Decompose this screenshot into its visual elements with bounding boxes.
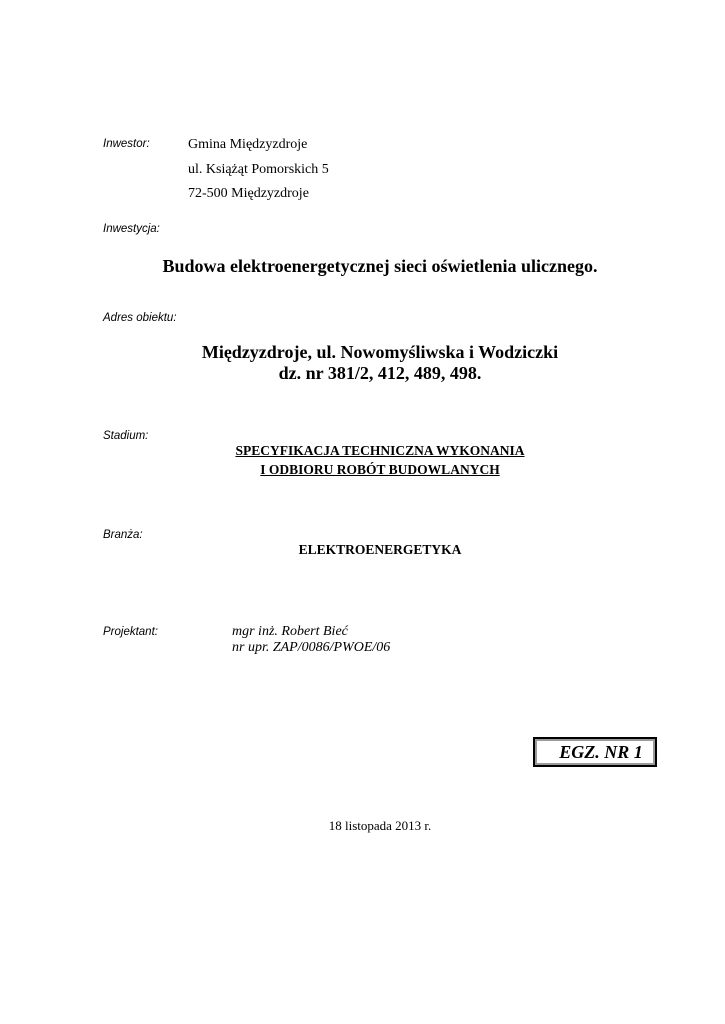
- investor-label: Inwestor:: [103, 138, 150, 150]
- branch-value: ELEKTROENERGETYKA: [298, 542, 462, 557]
- address-label: Adres obiektu:: [103, 312, 177, 324]
- stage-title-line-1-text: SPECYFIKACJA TECHNICZNA WYKONANIA: [235, 443, 525, 458]
- document-date: 18 listopada 2013 r.: [328, 818, 432, 833]
- address-parcels: dz. nr 381/2, 412, 489, 498.: [278, 363, 482, 383]
- copy-number-box: [533, 737, 657, 767]
- designer-name: mgr inż. Robert Bieć: [232, 624, 348, 639]
- investment-label: Inwestycja:: [103, 223, 160, 235]
- stage-title-line-1: [0, 443, 725, 459]
- investor-street: ul. Książąt Pomorskich 5: [188, 162, 329, 177]
- investment-title: Budowa elektroenergetycznej sieci oświetlenia ulicznego.: [162, 256, 598, 276]
- stage-title-line-2: [0, 462, 725, 478]
- designer-label: Projektant:: [103, 626, 158, 638]
- stage-label: Stadium:: [103, 430, 149, 442]
- investor-city: 72-500 Międzyzdroje: [188, 186, 309, 201]
- stage-title-line-2-text: I ODBIORU ROBÓT BUDOWLANYCH: [260, 462, 500, 477]
- investor-name: Gmina Międzyzdroje: [188, 137, 308, 152]
- branch-label: Branża:: [103, 529, 143, 541]
- designer-license: nr upr. ZAP/0086/PWOE/06: [232, 640, 391, 655]
- copy-number: EGZ. NR 1: [559, 742, 643, 762]
- address-street: Międzyzdroje, ul. Nowomyśliwska i Wodziczki: [201, 342, 559, 362]
